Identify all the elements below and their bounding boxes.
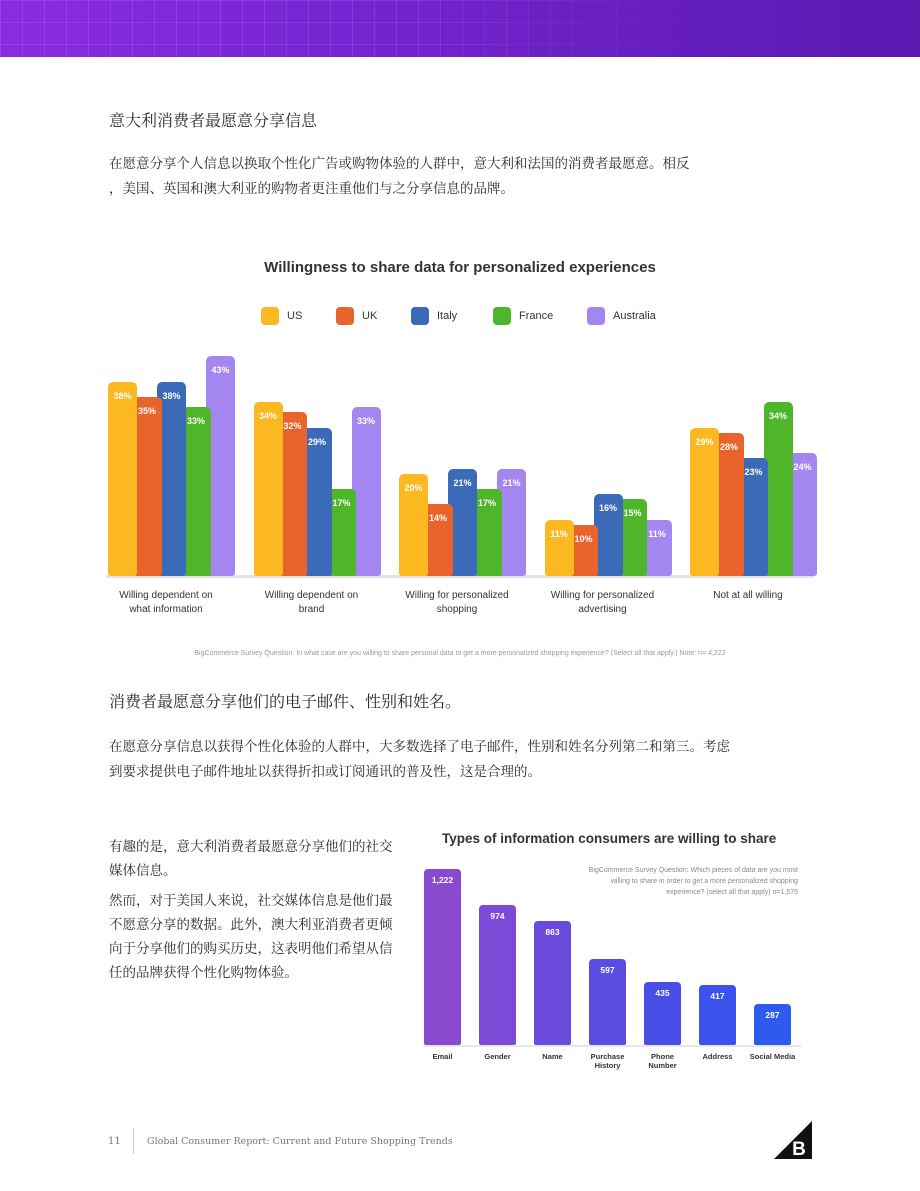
section1-heading: 意大利消费者最愿意分享信息 — [109, 111, 318, 130]
chart2-note-line2: willing to share in order to get a more personalized shopping — [610, 878, 798, 885]
chart1-category-label-line: Willing for personalized — [550, 590, 655, 601]
chart2-category-label — [413, 1052, 473, 1061]
chart1-category-label — [96, 589, 236, 617]
chart1-category-label-line: Not at all willing — [713, 590, 783, 601]
bar-value-label: 33% — [186, 416, 205, 427]
section1-paragraph-line2: ，美国、英国和澳大利亚的购物者更注重他们与之分享信息的品牌。 — [109, 181, 514, 197]
chart2-note-line3: experience? (select all that apply) n=1,575 — [666, 889, 798, 896]
bar-name — [534, 921, 571, 1045]
section2-paragraph-line2: 到要求提供电子邮件地址以获得折扣或订阅通讯的普及性，这是合理的。 — [109, 764, 541, 780]
bar-value-label: 28% — [719, 441, 738, 452]
chart2-category-label — [688, 1052, 748, 1061]
chart1-category-label — [678, 589, 818, 603]
bar-value-label: 29% — [307, 436, 326, 447]
chart1-category-label — [533, 589, 673, 617]
chart2-category-label-line: Address — [702, 1052, 733, 1061]
bar-value-label: 17% — [332, 498, 351, 509]
legend-item-australia — [587, 306, 656, 326]
bar-value-label: 597 — [600, 965, 615, 976]
bar-value-label: 34% — [768, 411, 787, 422]
sidebar-paragraph-2: 然而，对于美国人来说，社交媒体信息是他们最不愿意分享的数据。此外，澳大利亚消费者更倾向于分享他们的购买历史，这表明他们希望从信任的品牌获得个性化购物体验。 — [109, 893, 393, 981]
chart2-category-label-line: Email — [432, 1052, 453, 1061]
legend-label: UK — [362, 310, 378, 322]
chart1-category-label — [387, 589, 527, 617]
chart2-survey-note — [540, 865, 798, 898]
section2-paragraph-line1: 在愿意分享信息以获得个性化体验的人群中，大多数选择了电子邮件，性别和姓名分列第二和第三。考虑 — [109, 739, 730, 755]
legend-swatch — [411, 307, 429, 325]
chart2-note-line1: BigCommerce Survey Question: Which pieces of data are you most — [588, 867, 798, 874]
chart1-plot-area — [104, 340, 816, 578]
header-grid-pattern — [0, 0, 920, 57]
chart2-title: Types of information consumers are willing to share — [442, 831, 777, 846]
bar-value-label: 35% — [137, 406, 156, 417]
chart1-survey-note: BigCommerce Survey Question: In what case are you willing to share personal data to get a more personalized shopping experience? (Select all that apply.) Note: n= 4,222 — [194, 650, 726, 657]
chart1-category-label — [242, 589, 382, 617]
footer-page-number: 11 — [108, 1136, 121, 1147]
bar-gender — [479, 905, 516, 1045]
bar-value-label: 11% — [648, 528, 666, 539]
logo-letter: B — [792, 1139, 806, 1159]
chart1-category-label-line: Willing dependent on — [119, 590, 213, 601]
sidebar-paragraph-1: 有趣的是，意大利消费者最愿意分享他们的社交媒体信息。 — [109, 839, 393, 879]
bar-value-label: 17% — [477, 498, 496, 509]
bar-value-label: 15% — [623, 508, 642, 519]
legend-item-us — [261, 306, 302, 326]
bar-value-label: 20% — [404, 482, 423, 493]
legend-swatch — [336, 307, 354, 325]
bar-value-label: 38% — [113, 390, 132, 401]
section2-paragraph — [109, 735, 809, 785]
legend-swatch — [587, 307, 605, 325]
chart1-category-label-line: brand — [298, 604, 325, 615]
legend-label: US — [287, 310, 303, 322]
bar-value-label: 24% — [793, 462, 812, 473]
bar-value-label: 29% — [695, 436, 714, 447]
chart2-category-label — [578, 1052, 638, 1070]
bar-value-label: 974 — [490, 910, 505, 921]
chart2-category-label-line: History — [594, 1061, 621, 1070]
footer-divider — [133, 1128, 134, 1154]
legend-label: Italy — [437, 310, 458, 322]
chart2-baseline — [424, 1045, 801, 1047]
chart2-category-label — [633, 1052, 693, 1070]
bar-value-label: 1,222 — [431, 875, 454, 886]
bar-value-label: 11% — [550, 528, 568, 539]
chart2-category-label-line: Gender — [484, 1052, 511, 1061]
bar-value-label: 435 — [655, 988, 670, 999]
legend-item-france — [493, 306, 553, 326]
bar-value-label: 43% — [211, 365, 230, 376]
legend-swatch — [493, 307, 511, 325]
chart2-category-label — [743, 1052, 803, 1061]
bar-value-label: 34% — [258, 411, 277, 422]
legend-item-uk — [336, 306, 377, 326]
chart1-category-label-line: shopping — [436, 604, 478, 615]
chart1-category-label-line: Willing for personalized — [405, 590, 509, 601]
header-banner — [0, 0, 920, 57]
bar-value-label: 21% — [502, 477, 521, 488]
legend-label: France — [519, 310, 554, 322]
bar-value-label: 287 — [765, 1009, 780, 1020]
bar-value-label: 33% — [356, 416, 375, 427]
bar-value-label: 863 — [545, 926, 560, 937]
chart1-title: Willingness to share data for personalized experiences — [264, 259, 656, 276]
bigcommerce-logo-icon — [774, 1121, 812, 1159]
bar-value-label: 10% — [574, 533, 593, 544]
chart1-category-label-line: what information — [129, 604, 203, 615]
section1-paragraph — [109, 152, 809, 202]
chart2-category-label-line: Number — [648, 1061, 677, 1070]
section2-heading: 消费者最愿意分享他们的电子邮件、性别和姓名。 — [109, 692, 462, 711]
sidebar-text — [109, 835, 399, 991]
bar-email — [424, 869, 461, 1045]
legend-item-italy — [411, 306, 457, 326]
bar-value-label: 16% — [598, 503, 617, 514]
legend-swatch — [261, 307, 279, 325]
chart2-category-label-line: Purchase — [590, 1052, 625, 1061]
chart2-category-label — [523, 1052, 583, 1061]
chart2-category-label-line: Social Media — [749, 1052, 796, 1061]
chart2-category-label-line: Name — [542, 1052, 563, 1061]
chart1-category-label-line: advertising — [578, 604, 627, 615]
bar-value-label: 23% — [744, 467, 763, 478]
section1-paragraph-line1: 在愿意分享个人信息以换取个性化广告或购物体验的人群中，意大利和法国的消费者最愿意。相反 — [109, 156, 690, 172]
legend-label: Australia — [613, 310, 656, 322]
bar-value-label: 32% — [283, 421, 302, 432]
chart2-category-label-line: Phone — [651, 1052, 674, 1061]
chart2-category-label — [468, 1052, 528, 1061]
footer-report-title: Global Consumer Report: Current and Future Shopping Trends — [147, 1136, 453, 1147]
bar-value-label: 38% — [162, 390, 181, 401]
bar-value-label: 14% — [428, 513, 447, 524]
bar-value-label: 21% — [453, 477, 472, 488]
chart1-category-label-line: Willing dependent on — [264, 590, 359, 601]
bar-value-label: 417 — [710, 990, 725, 1001]
